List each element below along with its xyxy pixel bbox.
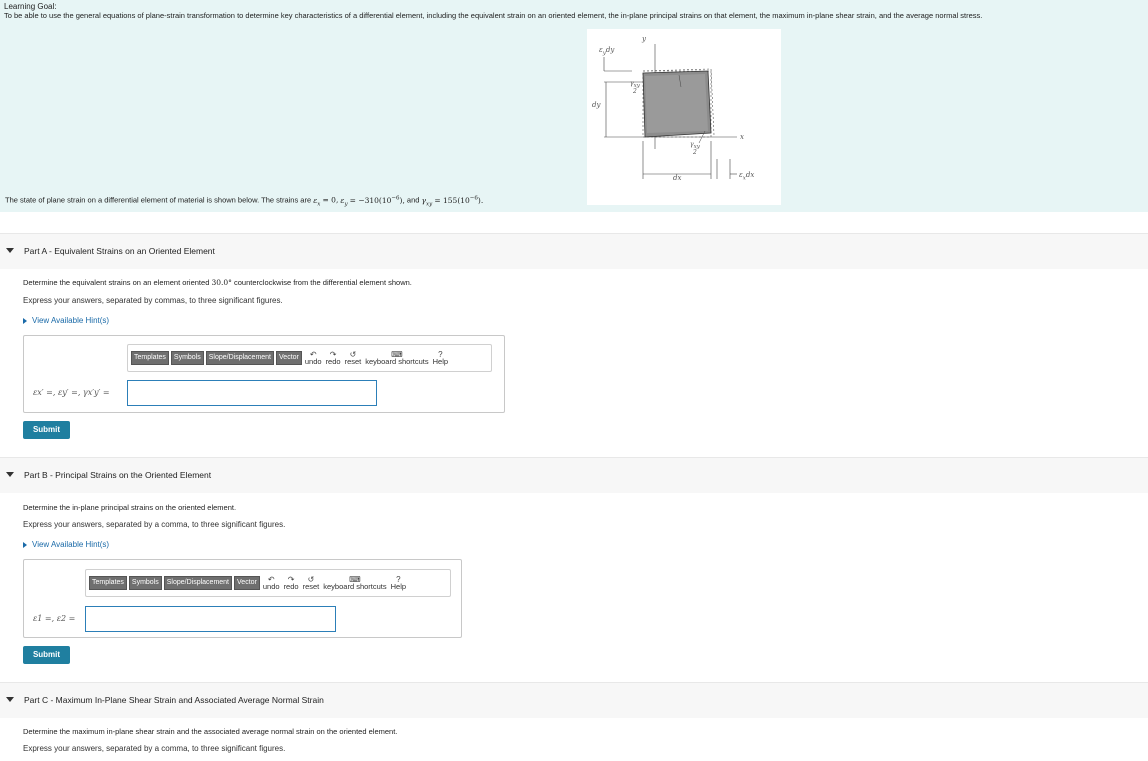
part-b-answer-box	[23, 559, 462, 638]
part-a-instruction: Express your answers, separated by commas, to three significant figures.	[23, 296, 283, 305]
symbols-button[interactable]: Symbols	[129, 576, 162, 590]
vector-button[interactable]: Vector	[234, 576, 260, 590]
part-a-variable-label: εx′ =, εy′ =, γx′y′ =	[33, 388, 110, 397]
ey-dy-label: $\varepsilon_ydy$	[599, 46, 615, 57]
redo-button[interactable]: ↷ redo	[325, 349, 341, 366]
part-a-title: Part A - Equivalent Strains on an Oriented Element	[24, 246, 215, 256]
collapse-arrow-icon[interactable]	[6, 248, 14, 253]
help-button[interactable]: ? Help	[390, 574, 407, 591]
ex-dx-label: $\varepsilon_xdx$	[739, 171, 755, 182]
part-c-header[interactable]	[0, 682, 1148, 718]
reset-button[interactable]: ↺ reset	[302, 574, 320, 591]
part-a-question: Determine the equivalent strains on an element oriented 30.0° counterclockwise from the differential element shown.	[23, 278, 412, 287]
part-c-title: Part C - Maximum In-Plane Shear Strain and Associated Average Normal Strain	[24, 695, 324, 705]
keyboard-icon: ⌨	[349, 574, 361, 584]
help-icon: ?	[396, 574, 401, 584]
part-c-question: Determine the maximum in-plane shear strain and the associated average normal strain on the oriented element.	[23, 727, 398, 736]
slope-displacement-button[interactable]: Slope/Displacement	[164, 576, 232, 590]
strain-element-figure	[587, 29, 781, 205]
part-b-answer-input[interactable]	[85, 606, 336, 632]
templates-button[interactable]: Templates	[89, 576, 127, 590]
part-a-hint-link[interactable]: View Available Hint(s)	[23, 316, 109, 325]
symbols-button[interactable]: Symbols	[171, 351, 204, 365]
part-b-title: Part B - Principal Strains on the Oriented Element	[24, 470, 212, 480]
gamma-xy-top-label: $\gamma_{xy}$ 2	[630, 80, 640, 96]
part-b-toolbar	[85, 569, 451, 597]
collapse-arrow-icon[interactable]	[6, 697, 14, 702]
learning-goal-title: Learning Goal:	[4, 2, 57, 11]
redo-button[interactable]: ↷ redo	[283, 574, 299, 591]
dy-label: dy	[592, 101, 601, 109]
part-b-variable-label: ε1 =, ε2 =	[33, 614, 76, 623]
part-b-instruction: Express your answers, separated by a comma, to three significant figures.	[23, 520, 286, 529]
gamma-xy-right-label: $\gamma_{xy}$ 2	[690, 141, 700, 157]
templates-button[interactable]: Templates	[131, 351, 169, 365]
part-a-toolbar	[127, 344, 492, 372]
undo-button[interactable]: ↶ undo	[262, 574, 280, 591]
part-c-instruction: Express your answers, separated by a comma, to three significant figures.	[23, 744, 286, 753]
undo-icon: ↶	[309, 349, 317, 359]
part-a-submit-button[interactable]: Submit	[23, 421, 70, 439]
collapse-arrow-icon[interactable]	[6, 472, 14, 477]
redo-icon: ↷	[329, 349, 337, 359]
part-a-header[interactable]	[0, 233, 1148, 269]
undo-icon: ↶	[267, 574, 275, 584]
slope-displacement-button[interactable]: Slope/Displacement	[206, 351, 274, 365]
keyboard-shortcuts-button[interactable]: ⌨ keyboard shortcuts	[323, 574, 387, 591]
keyboard-shortcuts-button[interactable]: ⌨ keyboard shortcuts	[365, 349, 429, 366]
redo-icon: ↷	[287, 574, 295, 584]
x-axis-label: x	[740, 133, 744, 141]
reset-button[interactable]: ↺ reset	[344, 349, 362, 366]
part-a-answer-input[interactable]	[127, 380, 377, 406]
part-b-submit-button[interactable]: Submit	[23, 646, 70, 664]
dx-label: dx	[673, 174, 682, 182]
learning-goal-text: To be able to use the general equations of plane-strain transformation to determine key characteristics of a differential element, including the equivalent strain on an oriented element, the in-plane principal strains on that element, the maximum in-plane shear strain, and the average normal stress.	[4, 11, 983, 20]
keyboard-icon: ⌨	[391, 349, 403, 359]
part-b-hint-link[interactable]: View Available Hint(s)	[23, 540, 109, 549]
part-b-header[interactable]	[0, 457, 1148, 493]
undo-button[interactable]: ↶ undo	[304, 349, 322, 366]
part-b-question: Determine the in-plane principal strains on the oriented element.	[23, 503, 237, 512]
vector-button[interactable]: Vector	[276, 351, 302, 365]
part-a-answer-box	[23, 335, 505, 413]
y-axis-label: y	[642, 35, 646, 43]
reset-icon: ↺	[349, 349, 357, 359]
learning-goal-panel	[0, 0, 1148, 212]
state-of-strain-text: The state of plane strain on a differential element of material is shown below. The strains are $\varepsilon_x = 0$, $\varepsilon_y = -310(10^{-6})$, and $\gamma_{xy} = 155(10^{-6})$.	[5, 195, 484, 207]
help-icon: ?	[438, 349, 443, 359]
expand-arrow-icon	[23, 318, 27, 324]
reset-icon: ↺	[307, 574, 315, 584]
expand-arrow-icon	[23, 542, 27, 548]
help-button[interactable]: ? Help	[432, 349, 449, 366]
